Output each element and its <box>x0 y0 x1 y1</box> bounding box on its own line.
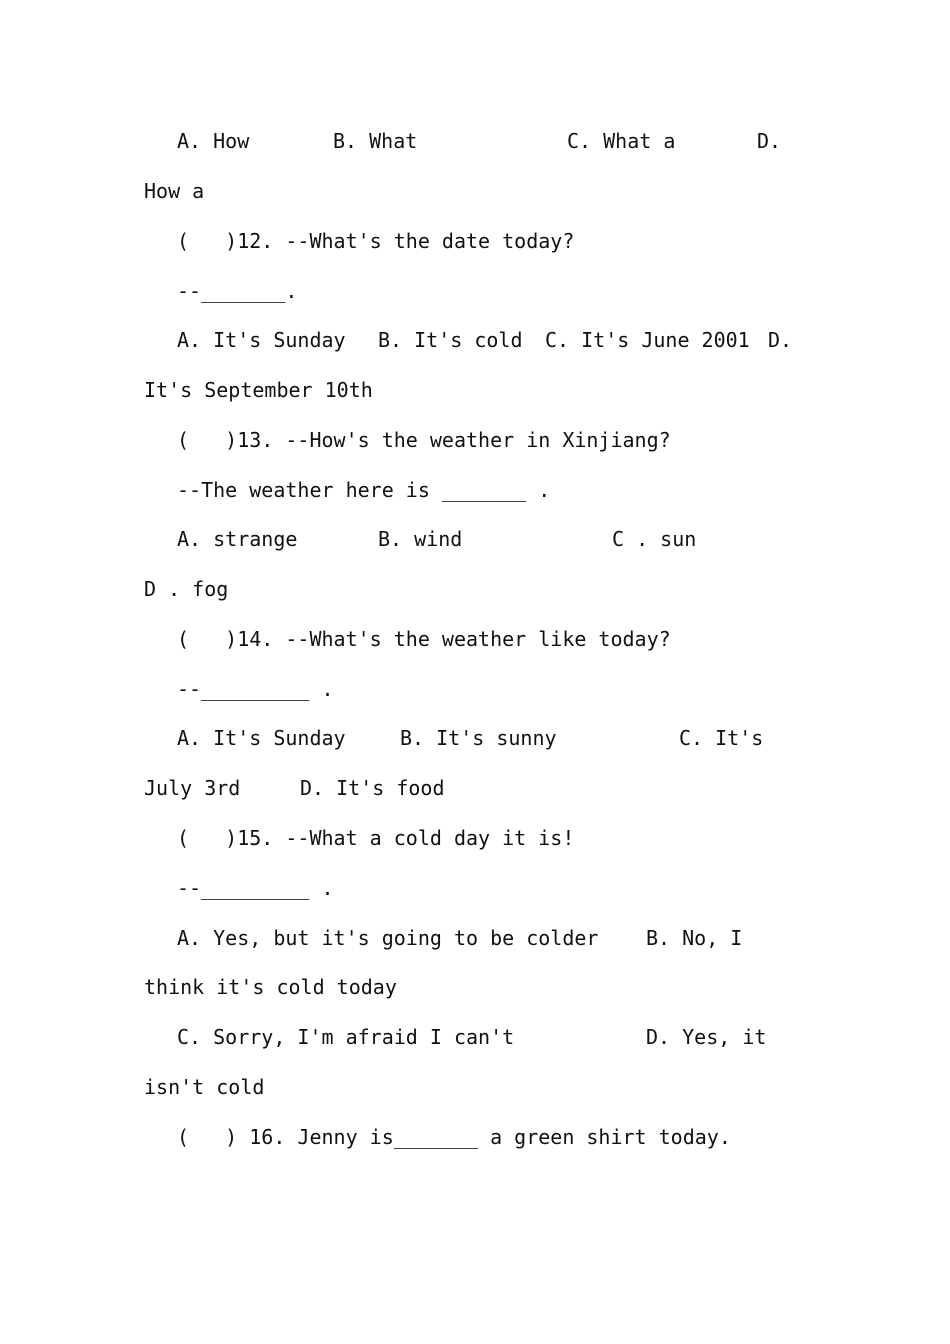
q11-option-d-continued: How a <box>144 179 205 203</box>
q12-option-a: A. It's Sunday <box>177 328 346 352</box>
q14-option-d: D. It's food <box>300 776 445 800</box>
q13-option-a: A. strange <box>177 527 298 551</box>
q11-option-d: D. <box>757 129 782 153</box>
q14-option-c-continued: July 3rd <box>144 776 241 800</box>
q13-option-b: B. wind <box>378 527 463 551</box>
q15-option-b: B. No, I <box>646 926 743 950</box>
q11-option-b: B. What <box>333 129 418 153</box>
q15-stem: ( )15. --What a cold day it is! <box>177 826 575 850</box>
q15-option-d: D. Yes, it <box>646 1025 767 1049</box>
q12-option-d: D. <box>768 328 793 352</box>
q13-stem: ( )13. --How's the weather in Xinjiang? <box>177 428 671 452</box>
q12-stem: ( )12. --What's the date today? <box>177 229 575 253</box>
q15-option-c: C. Sorry, I'm afraid I can't <box>177 1025 515 1049</box>
q15-option-d-continued: isn't cold <box>144 1075 265 1099</box>
q11-option-a: A. How <box>177 129 250 153</box>
q13-option-c: C . sun <box>612 527 697 551</box>
q14-stem: ( )14. --What's the weather like today? <box>177 627 671 651</box>
q13-option-d: D . fog <box>144 577 229 601</box>
q15-option-b-continued: think it's cold today <box>144 975 397 999</box>
q15-reply: --_________ . <box>177 876 334 900</box>
q12-reply: --_______. <box>177 279 298 303</box>
q12-option-d-continued: It's September 10th <box>144 378 373 402</box>
q12-option-c: C. It's June 2001 <box>545 328 750 352</box>
q14-reply: --_________ . <box>177 677 334 701</box>
q11-option-c: C. What a <box>567 129 676 153</box>
q14-option-b: B. It's sunny <box>400 726 557 750</box>
q16-stem: ( ) 16. Jenny is_______ a green shirt today. <box>177 1125 731 1149</box>
q14-option-c: C. It's <box>679 726 764 750</box>
q12-option-b: B. It's cold <box>378 328 523 352</box>
q14-option-a: A. It's Sunday <box>177 726 346 750</box>
q13-reply: --The weather here is _______ . <box>177 478 551 502</box>
q15-option-a: A. Yes, but it's going to be colder <box>177 926 599 950</box>
